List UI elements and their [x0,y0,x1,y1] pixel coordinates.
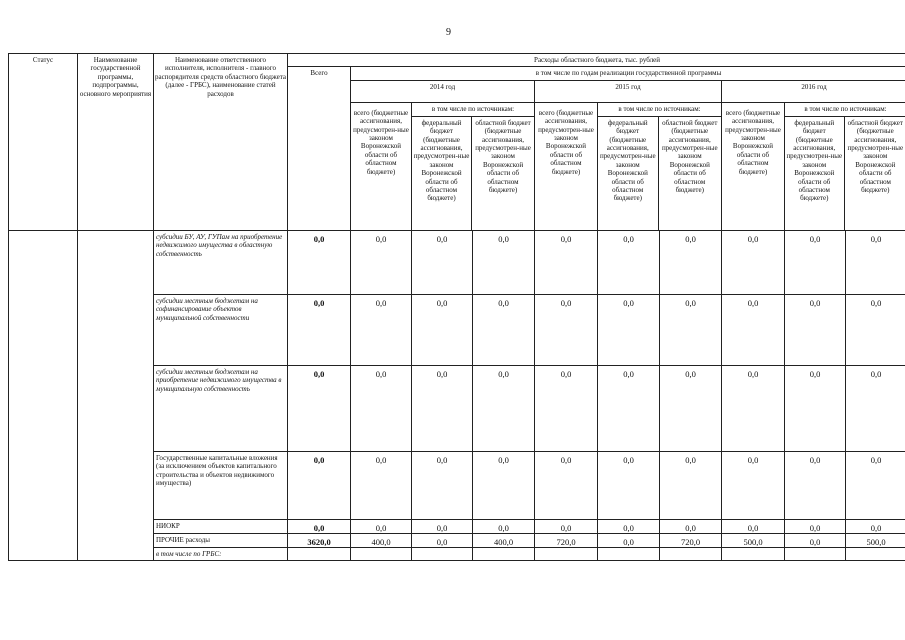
value-cell: 0,0 [535,451,598,519]
value-cell [288,547,351,560]
value-cell: 0,0 [351,294,412,365]
header-year-2016: 2016 год [722,80,905,102]
header-year-2014: 2014 год [351,80,535,102]
value-cell: 0,0 [846,294,905,365]
header-2016-sources [785,102,905,230]
sources-label: в том числе по источникам: [785,103,905,117]
value-cell: 0,0 [412,519,473,533]
value-cell: 0,0 [722,451,785,519]
value-cell: 0,0 [412,294,473,365]
sources-label: в том числе по источникам: [412,103,534,117]
value-cell [535,547,598,560]
value-cell: 720,0 [535,533,598,547]
header-regional: областной бюджет (бюджетные ассигнования, предусмотрен-ные законом Воронежской области об областном бюджете) [661,118,718,195]
value-cell: 0,0 [351,451,412,519]
value-cell: 0,0 [535,230,598,294]
value-cell: 0,0 [722,230,785,294]
value-cell: 720,0 [660,533,722,547]
value-cell: 400,0 [473,533,535,547]
value-cell: 0,0 [288,230,351,294]
row-label: Государственные капитальные вложения (за исключением объектов капитального строительства и объектов недвижимого имущества) [154,451,288,519]
value-cell: 0,0 [785,294,846,365]
value-cell: 0,0 [598,451,660,519]
status-cell [9,230,78,560]
value-cell: 0,0 [288,294,351,365]
value-cell: 0,0 [846,451,905,519]
header-2014-sources [412,102,535,230]
value-cell: 0,0 [473,519,535,533]
value-cell: 0,0 [660,230,722,294]
header-2016-total: всего (бюджетные ассигнования, предусмотрен-ные законом Воронежской области об областном бюджете) [722,102,785,230]
header-2015-total: всего (бюджетные ассигнования, предусмотрен-ные законом Воронежской области об областном бюджете) [535,102,598,230]
value-cell: 0,0 [598,533,660,547]
header-federal: федеральный бюджет (бюджетные ассигнования, предусмотрен-ные законом Воронежской области об областном бюджете) [785,117,845,230]
row-label: в том числе по ГРБС: [154,547,288,560]
row-label: субсидии местным бюджетам на приобретение недвижимого имущества в муниципальную собственность [154,365,288,451]
value-cell: 0,0 [288,451,351,519]
value-cell [598,547,660,560]
value-cell: 0,0 [412,451,473,519]
value-cell [722,547,785,560]
value-cell: 0,0 [288,519,351,533]
value-cell: 0,0 [785,519,846,533]
sources-label: в том числе по источникам: [598,103,721,117]
value-cell: 0,0 [412,533,473,547]
value-cell: 0,0 [785,230,846,294]
value-cell: 500,0 [846,533,905,547]
value-cell [785,547,846,560]
value-cell: 0,0 [473,294,535,365]
header-federal: федеральный бюджет (бюджетные ассигнования, предусмотрен-ные законом Воронежской области об областном бюджете) [598,117,659,230]
value-cell: 0,0 [846,230,905,294]
value-cell: 0,0 [722,365,785,451]
value-cell [351,547,412,560]
value-cell: 0,0 [351,365,412,451]
value-cell: 0,0 [598,230,660,294]
value-cell: 0,0 [785,451,846,519]
value-cell: 500,0 [722,533,785,547]
header-federal: федеральный бюджет (бюджетные ассигнования, предусмотрен-ные законом Воронежской области об областном бюджете) [412,117,472,230]
value-cell: 0,0 [412,365,473,451]
value-cell: 0,0 [535,294,598,365]
value-cell: 0,0 [535,519,598,533]
value-cell: 3620,0 [288,533,351,547]
value-cell: 0,0 [660,519,722,533]
value-cell: 0,0 [660,294,722,365]
value-cell: 400,0 [351,533,412,547]
value-cell: 0,0 [351,519,412,533]
header-regional: областной бюджет (бюджетные ассигнования, предусмотрен-ные законом Воронежской области об областном бюджете) [475,118,531,195]
value-cell: 0,0 [598,519,660,533]
value-cell: 0,0 [288,365,351,451]
value-cell: 0,0 [785,365,846,451]
value-cell: 0,0 [660,451,722,519]
value-cell: 0,0 [473,451,535,519]
header-total: Всего [288,67,351,230]
value-cell [846,547,905,560]
value-cell: 0,0 [846,365,905,451]
budget-table [8,53,905,561]
row-label: НИОКР [154,519,288,533]
page-number: 9 [446,27,451,38]
value-cell: 0,0 [351,230,412,294]
value-cell [660,547,722,560]
row-label: субсидии БУ, АУ, ГУПам на приобретение недвижимого имущества в областную собственность [154,230,288,294]
header-year-2015: 2015 год [535,80,722,102]
value-cell: 0,0 [598,294,660,365]
value-cell: 0,0 [722,294,785,365]
value-cell: 0,0 [473,365,535,451]
header-2015-sources [598,102,722,230]
value-cell: 0,0 [473,230,535,294]
header-expenses: Расходы областного бюджета, тыс. рублей [288,54,905,67]
value-cell: 0,0 [722,519,785,533]
program-cell [78,230,154,560]
value-cell: 0,0 [598,365,660,451]
value-cell [473,547,535,560]
header-executor: Наименование ответственного исполнителя, исполнителя - главного распорядителя средств областного бюджета (далее - ГРБС), наименование статей расходов [154,54,288,231]
value-cell: 0,0 [660,365,722,451]
value-cell: 0,0 [412,230,473,294]
table-row [9,230,905,294]
row-label: ПРОЧИЕ расходы [154,533,288,547]
value-cell: 0,0 [846,519,905,533]
header-status: Статус [9,54,78,231]
header-regional: областной бюджет (бюджетные ассигнования, предусмотрен-ные законом Воронежской области об областном бюджете) [847,118,904,195]
value-cell: 0,0 [535,365,598,451]
header-program-name: Наименование государственной программы, подпрограммы, основного мероприятия [78,54,154,231]
value-cell [412,547,473,560]
header-2014-total: всего (бюджетные ассигнования, предусмотрен-ные законом Воронежской области об областном бюджете) [351,102,412,230]
header-by-years: в том числе по годам реализации государственной программы [351,67,905,80]
value-cell: 0,0 [785,533,846,547]
row-label: субсидии местным бюджетам на софинансирование объектов муниципальной собственности [154,294,288,365]
